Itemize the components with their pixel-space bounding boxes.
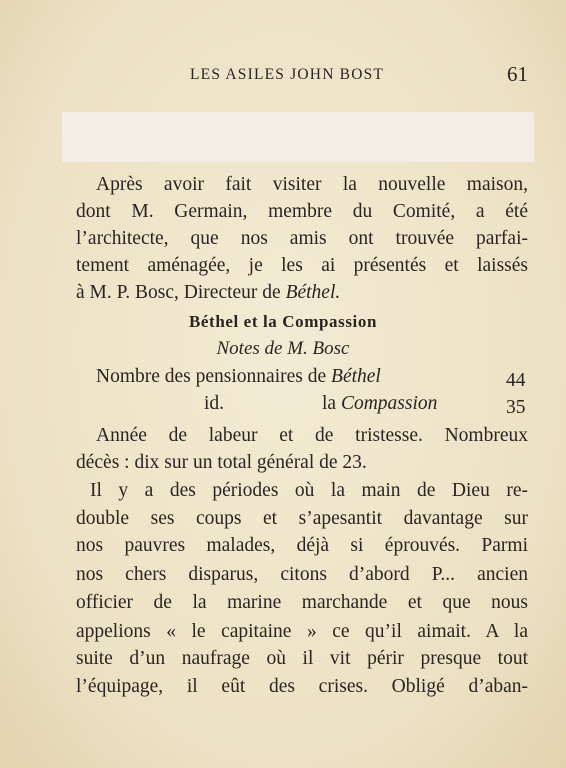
text-line: appelions « le capitaine » ce qu’il aimait. A la xyxy=(76,621,528,642)
stat-label-text: Nombre des pensionnaires de xyxy=(96,366,332,387)
text-line: décès : dix sur un total général de 23. xyxy=(76,452,367,473)
stat-place: Compassion xyxy=(340,393,438,414)
running-head: LES ASILES JOHN BOST xyxy=(190,66,385,83)
section-subtitle: Notes de M. Bosc xyxy=(216,338,350,359)
text-line: double ses coups et s’apesantit davantage sur xyxy=(76,508,528,529)
stat-row-2-value: 35 xyxy=(506,397,526,418)
text-span: à M. P. Bosc, Directeur de xyxy=(76,282,286,303)
stat-place: Béthel xyxy=(331,366,381,387)
stat-row-2-label xyxy=(322,393,437,415)
text-line: dont M. Germain, membre du Comité, a été xyxy=(76,201,528,222)
text-line: l’équipage, il eût des crises. Obligé d’aban- xyxy=(76,676,528,697)
text-line: Après avoir fait visiter la nouvelle maison, xyxy=(96,174,528,195)
text-line: tement aménagée, je les ai présentés et laissés xyxy=(76,255,528,276)
text-line: Année de labeur et de tristesse. Nombreux xyxy=(96,425,528,446)
stat-row-2-id: id. xyxy=(204,393,225,414)
section-title: Béthel et la Compassion xyxy=(188,312,378,331)
text-line: Il y a des périodes où la main de Dieu re- xyxy=(90,480,528,501)
page-number: 61 xyxy=(507,62,528,86)
blank-band xyxy=(62,112,534,162)
text-span-italic: Béthel. xyxy=(285,282,341,303)
stat-row-1-label xyxy=(96,366,381,388)
text-line: officier de la marine marchande et que nous xyxy=(76,592,528,613)
text-line: nos chers disparus, citons d’abord P... ancien xyxy=(76,564,528,585)
text-line xyxy=(76,280,528,306)
text-line: nos pauvres malades, déjà si éprouvés. Parmi xyxy=(76,535,528,556)
stat-row-1-value: 44 xyxy=(506,370,526,391)
stat-la: la xyxy=(322,393,341,414)
text-line: l’architecte, que nos amis ont trouvée parfai- xyxy=(76,228,528,249)
text-line: suite d’un naufrage où il vit périr presque tout xyxy=(76,648,528,669)
page-header xyxy=(190,62,528,90)
